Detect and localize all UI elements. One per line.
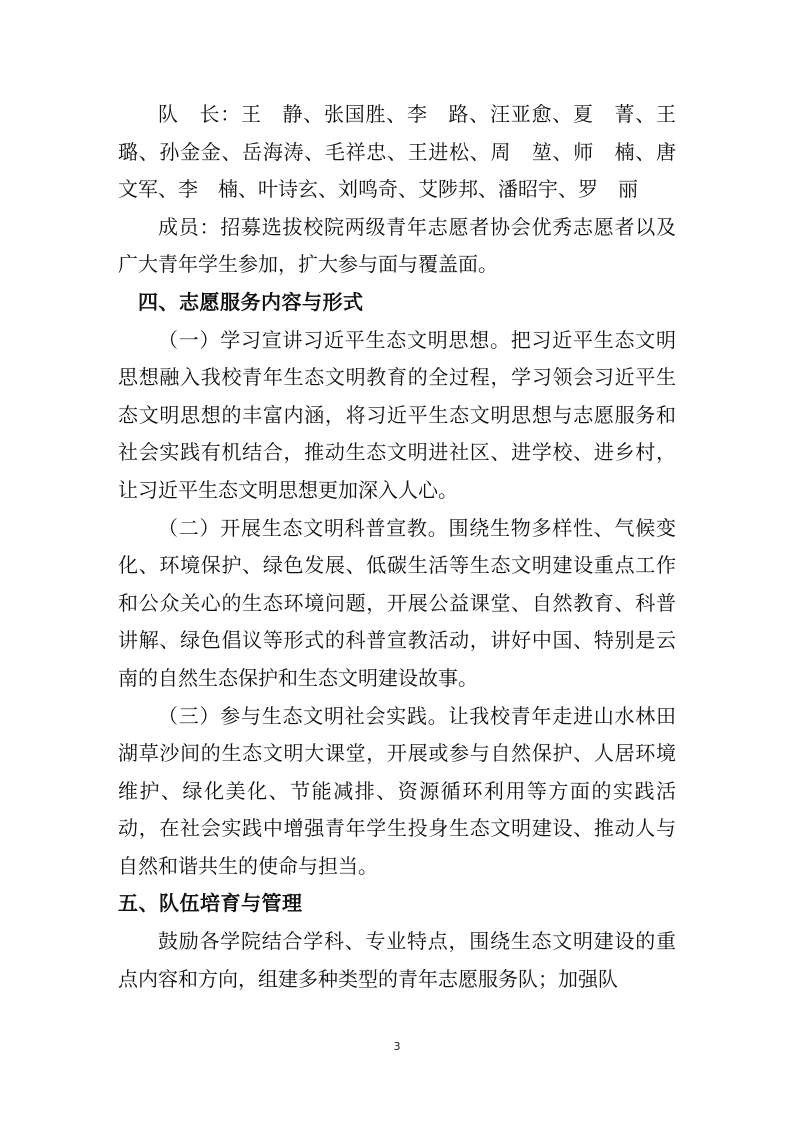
members-paragraph: 成员：招募选拔校院两级青年志愿者协会优秀志愿者以及广大青年学生参加，扩大参与面与覆盖面。 xyxy=(118,214,676,277)
document-body xyxy=(118,96,696,998)
team-leaders-paragraph: 队 长：王 静、张国胜、李 路、汪亚愈、夏 菁、王 璐、孙金金、岳海涛、毛祥忠、王进松、周 堃、师 楠、唐文军、李 楠、叶诗玄、刘鸣奇、艾陟邦、潘昭宇、罗 丽 xyxy=(118,102,696,202)
page-number: 3 xyxy=(393,1040,401,1053)
content-paragraph-3: （三）参与生态文明社会实践。让我校青年走进山水林田湖草沙间的生态文明大课堂，开展或参与自然保护、人居环境维护、绿化美化、节能减排、资源循环利用等方面的实践活动，在社会实践中增强青年学生投身生态文明建设、推动人与自然和谐共生的使命与担当。 xyxy=(118,703,676,878)
team-training-paragraph: 鼓励各学院结合学科、专业特点，围绕生态文明建设的重点内容和方向，组建多种类型的青年志愿服务队；加强队 xyxy=(118,929,676,991)
content-paragraph-1: （一）学习宣讲习近平生态文明思想。把习近平生态文明思想融入我校青年生态文明教育的全过程，学习领会习近平生态文明思想的丰富内涵，将习近平生态文明思想与志愿服务和社会实践有机结合，推动生态文明进社区、进学校、进乡村，让习近平生态文明思想更加深入人心。 xyxy=(118,327,676,502)
section-heading-5: 五、队伍培育与管理 xyxy=(118,891,303,916)
content-paragraph-2: （二）开展生态文明科普宣教。围绕生物多样性、气候变化、环境保护、绿色发展、低碳生活等生态文明建设重点工作和公众关心的生态环境问题，开展公益课堂、自然教育、科普讲解、绿色倡议等形式的科普宣教活动，讲好中国、特别是云南的自然生态保护和生态文明建设故事。 xyxy=(118,515,676,690)
section-heading-4: 四、志愿服务内容与形式 xyxy=(138,289,364,314)
